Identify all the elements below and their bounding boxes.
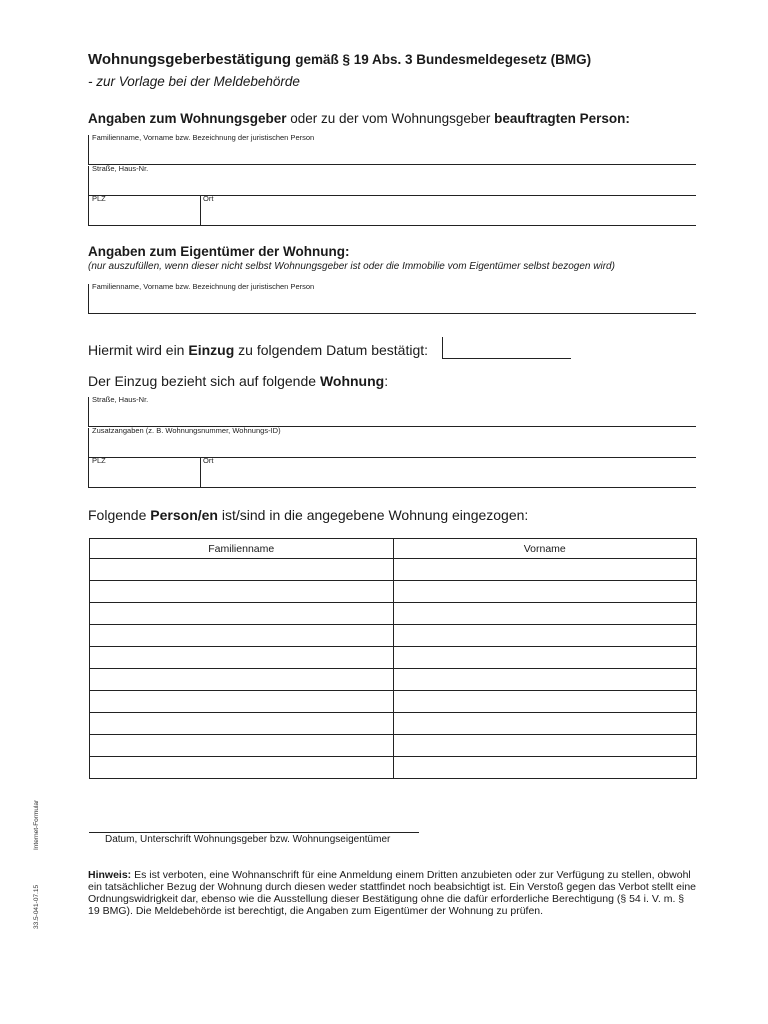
landlord-zip-label: PLZ: [92, 194, 106, 203]
table-row: [90, 625, 697, 647]
cell-firstname[interactable]: [393, 559, 697, 581]
title-suffix: gemäß § 19 Abs. 3 Bundesmeldegesetz (BMG): [295, 52, 592, 67]
apartment-street-field[interactable]: [88, 397, 696, 427]
table-row: [90, 647, 697, 669]
cell-lastname[interactable]: [90, 559, 394, 581]
landlord-zip-city-field[interactable]: [88, 196, 696, 226]
cell-firstname[interactable]: [393, 757, 697, 779]
cell-lastname[interactable]: [90, 581, 394, 603]
table-row: [90, 559, 697, 581]
cell-lastname[interactable]: [90, 691, 394, 713]
form-type-margin: Internet-Formular: [33, 799, 40, 850]
movein-statement: Hiermit wird ein Einzug zu folgendem Datum bestätigt:: [88, 342, 429, 358]
cell-firstname[interactable]: [393, 647, 697, 669]
legal-hint: Hinweis: Es ist verboten, eine Wohnanschrift für eine Anmeldung einem Dritten anzubieten oder zur Verfügung zu stellen, obwohl ein tatsächlicher Bezug der Wohnung durch diesen weder stattfindet noch beabsichtigt ist. Ein Verstoß gegen das Verbot stellt eine Ordnungswidrigkeit dar, ebenso wie die Ausstellung dieser Bestätigung ohne die dafür erforderliche Berechtigung (§ 54 i. V. m. § 19 BMG). Die Meldebehörde ist berechtigt, die Angaben zum Eigentümer der Wohnung zu prüfen.: [88, 869, 697, 917]
apartment-city-label: Ort: [203, 456, 214, 465]
cell-lastname[interactable]: [90, 647, 394, 669]
landlord-heading: Angaben zum Wohnungsgeber oder zu der vom Wohnungsgeber beauftragten Person:: [88, 111, 630, 126]
cell-lastname[interactable]: [90, 669, 394, 691]
signature-line[interactable]: [89, 832, 419, 833]
landlord-city-label: Ort: [203, 194, 214, 203]
signature-label: Datum, Unterschrift Wohnungsgeber bzw. Wohnungseigentümer: [105, 834, 391, 845]
apartment-zip-label: PLZ: [92, 456, 106, 465]
cell-lastname[interactable]: [90, 713, 394, 735]
owner-name-label: Familienname, Vorname bzw. Bezeichnung der juristischen Person: [92, 282, 315, 291]
table-row: [90, 735, 697, 757]
landlord-name-label: Familienname, Vorname bzw. Bezeichnung der juristischen Person: [92, 133, 315, 142]
cell-firstname[interactable]: [393, 625, 697, 647]
persons-table-body: [90, 559, 697, 779]
apartment-heading: Der Einzug bezieht sich auf folgende Wohnung:: [88, 373, 389, 389]
cell-firstname[interactable]: [393, 669, 697, 691]
apartment-zip-city-field[interactable]: [88, 458, 696, 488]
owner-note: (nur auszufüllen, wenn dieser nicht selbst Wohnungsgeber ist oder die Immobilie vom Eigentümer selbst bezogen wird): [88, 261, 615, 272]
cell-lastname[interactable]: [90, 625, 394, 647]
table-row: [90, 757, 697, 779]
table-row: [90, 669, 697, 691]
cell-lastname[interactable]: [90, 735, 394, 757]
column-header-firstname: Vorname: [393, 539, 697, 559]
table-row: [90, 713, 697, 735]
apartment-extra-label: Zusatzangaben (z. B. Wohnungsnummer, Wohnungs-ID): [92, 426, 281, 435]
persons-heading: Folgende Person/en ist/sind in die angegebene Wohnung eingezogen:: [88, 507, 529, 523]
title-main: Wohnungsgeberbestätigung: [88, 51, 292, 68]
landlord-street-label: Straße, Haus-Nr.: [92, 164, 149, 173]
cell-lastname[interactable]: [90, 757, 394, 779]
apartment-extra-field[interactable]: [88, 428, 696, 458]
form-subtitle: - zur Vorlage bei der Meldebehörde: [88, 74, 300, 89]
apartment-city-field[interactable]: [200, 456, 214, 487]
table-row: [90, 691, 697, 713]
column-header-lastname: Familienname: [90, 539, 394, 559]
landlord-name-field[interactable]: [88, 135, 696, 165]
cell-firstname[interactable]: [393, 735, 697, 757]
table-row: [90, 581, 697, 603]
persons-table: [89, 538, 697, 779]
table-row: [90, 603, 697, 625]
form-title: [88, 51, 591, 68]
cell-firstname[interactable]: [393, 581, 697, 603]
owner-name-field[interactable]: [88, 284, 696, 314]
apartment-street-label: Straße, Haus-Nr.: [92, 395, 149, 404]
cell-firstname[interactable]: [393, 713, 697, 735]
landlord-city-field[interactable]: [200, 194, 214, 225]
movein-date-field[interactable]: [442, 337, 571, 359]
landlord-street-field[interactable]: [88, 166, 696, 196]
owner-heading: Angaben zum Eigentümer der Wohnung:: [88, 244, 350, 259]
form-code-margin: 33.5-041-07.15: [33, 884, 40, 929]
cell-lastname[interactable]: [90, 603, 394, 625]
cell-firstname[interactable]: [393, 691, 697, 713]
cell-firstname[interactable]: [393, 603, 697, 625]
